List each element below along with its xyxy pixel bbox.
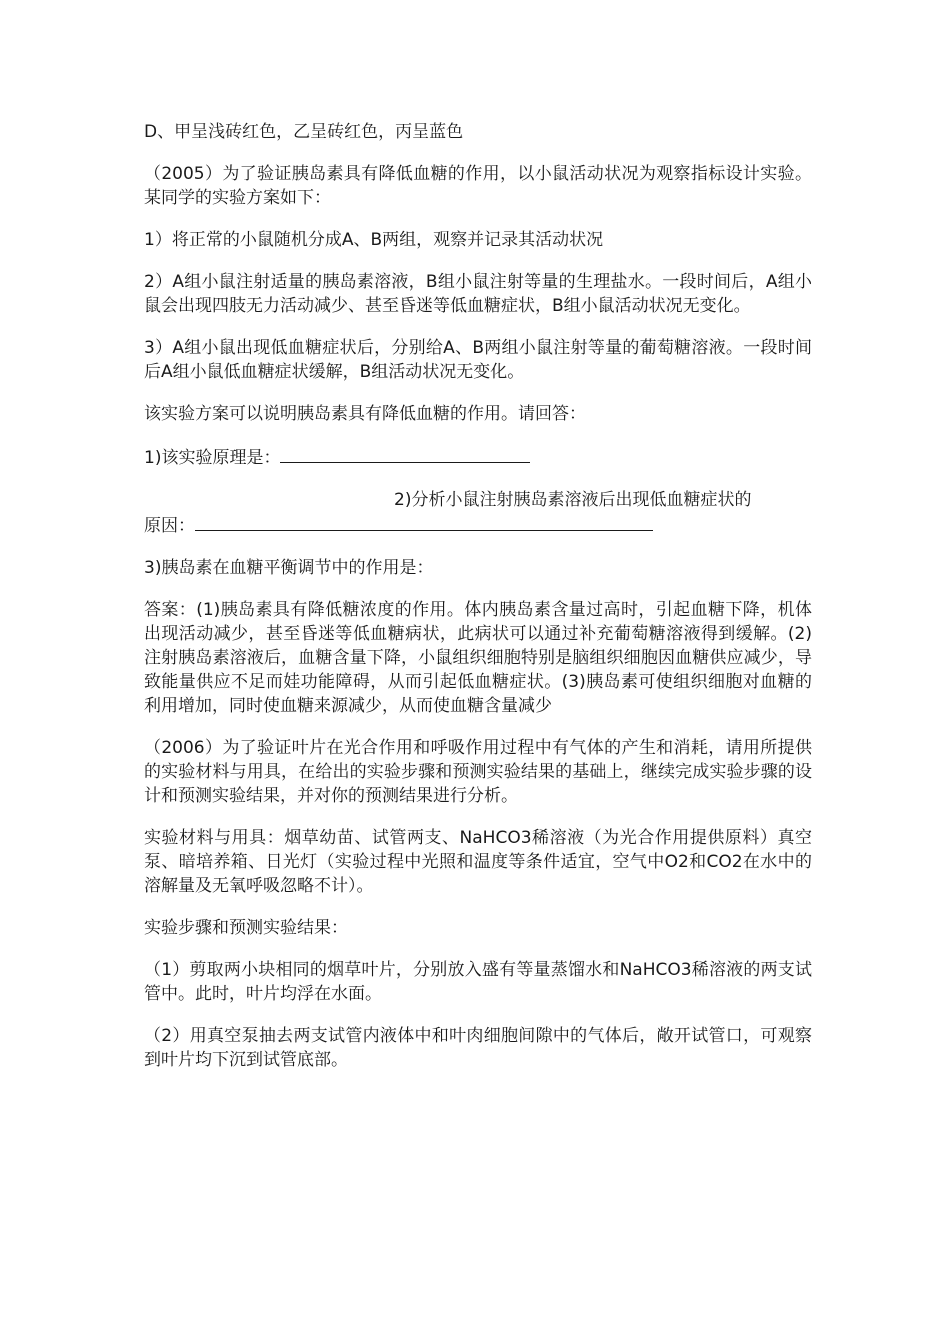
materials: 实验材料与用具：烟草幼苗、试管两支、NaHCO3稀溶液（为光合作用提供原料）真空泵、暗培养箱、日光灯（实验过程中光照和温度等条件适宜，空气中O2和CO2在水中的溶解量及无氧呼吸忽略不计）。 xyxy=(144,828,812,896)
answer-blank-1 xyxy=(280,444,530,463)
answer-text: 答案：(1)胰岛素具有降低糖浓度的作用。体内胰岛素含量过高时，引起血糖下降，机体出现活动减少，甚至昏迷等低血糖病状，此病状可以通过补充葡萄糖溶液得到缓解。(2)注射胰岛素溶液后，血糖含量下降，小鼠组织细胞特别是脑组织细胞因血糖供应减少，导致能量供应不足而娃功能障碍，从而引起低血糖症状。(3)胰岛素可使组织细胞对血糖的利用增加，同时使血糖来源减少，从而使血糖含量减少 xyxy=(144,600,812,716)
option-d: D、甲呈浅砖红色，乙呈砖红色，丙呈蓝色 xyxy=(144,122,464,142)
question-1 xyxy=(144,444,812,470)
question-2005-intro: （2005）为了验证胰岛素具有降低血糖的作用，以小鼠活动状况为观察指标设计实验。某同学的实验方案如下： xyxy=(144,164,812,208)
question-2006-intro: （2006）为了验证叶片在光合作用和呼吸作用过程中有气体的产生和消耗，请用所提供的实验材料与用具，在给出的实验步骤和预测实验结果的基础上，继续完成实验步骤的设计和预测实验结果，并对你的预测结果进行分析。 xyxy=(144,738,812,806)
step-3: 3）A组小鼠出现低血糖症状后，分别给A、B两组小鼠注射等量的葡萄糖溶液。一段时间后A组小鼠低血糖症状缓解，B组活动状况无变化。 xyxy=(144,338,812,382)
question-2-label-line1: 2)分析小鼠注射胰岛素溶液后出现低血糖症状的 xyxy=(394,490,752,510)
question-2 xyxy=(144,488,812,538)
question-2-label-line2: 原因： xyxy=(144,516,195,536)
question-3: 3)胰岛素在血糖平衡调节中的作用是： xyxy=(144,558,434,578)
question-prompt: 该实验方案可以说明胰岛素具有降低血糖的作用。请回答： xyxy=(144,404,586,424)
question-1-label: 1)该实验原理是： xyxy=(144,448,281,468)
answer-blank-2 xyxy=(195,512,653,531)
step-2: 2）A组小鼠注射适量的胰岛素溶液，B组小鼠注射等量的生理盐水。一段时间后，A组小鼠会出现四肢无力活动减少、甚至昏迷等低血糖症状，B组小鼠活动状况无变化。 xyxy=(144,272,812,316)
steps-heading: 实验步骤和预测实验结果： xyxy=(144,918,348,938)
document-page xyxy=(144,120,812,1090)
question-2-line2 xyxy=(144,512,812,538)
procedure-step-1: （1）剪取两小块相同的烟草叶片，分别放入盛有等量蒸馏水和NaHCO3稀溶液的两支试管中。此时，叶片均浮在水面。 xyxy=(144,960,812,1004)
procedure-step-2: （2）用真空泵抽去两支试管内液体中和叶肉细胞间隙中的气体后，敞开试管口，可观察到叶片均下沉到试管底部。 xyxy=(144,1026,812,1070)
step-1: 1）将正常的小鼠随机分成A、B两组，观察并记录其活动状况 xyxy=(144,230,604,250)
